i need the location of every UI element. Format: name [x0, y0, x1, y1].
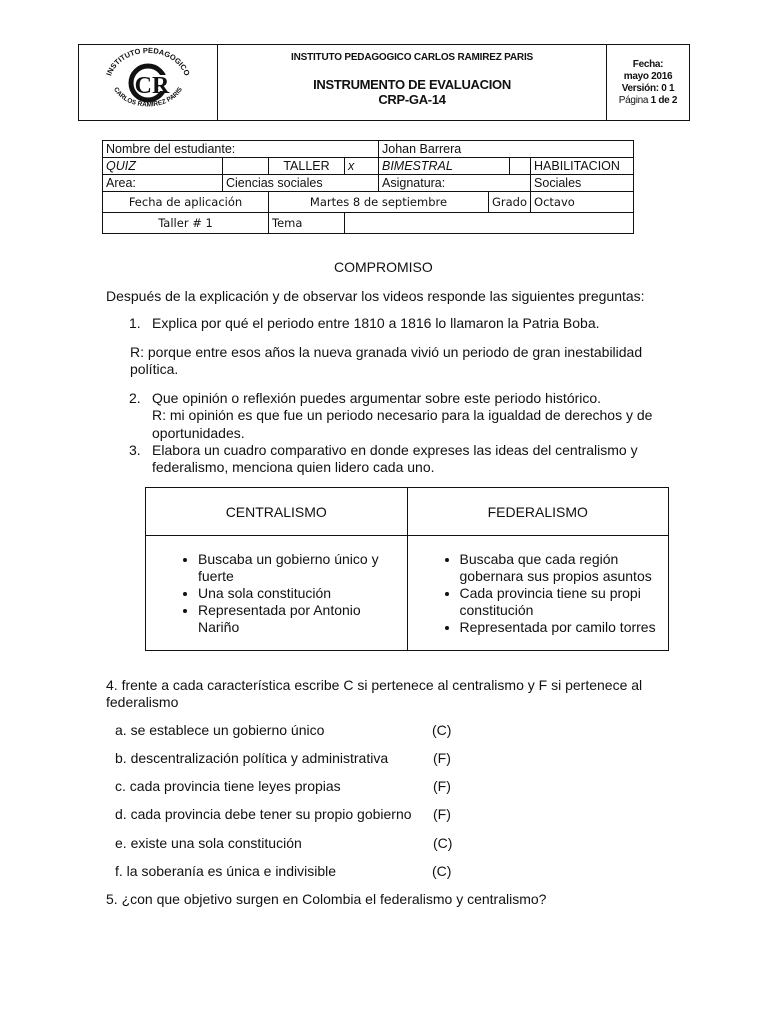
q4-item-text: d. cada provincia debe tener su propio gobierno [115, 806, 412, 822]
taller-mark: x [345, 158, 379, 175]
q3-line1: Elabora un cuadro comparativo en donde expreses las ideas del centralismo y [152, 442, 638, 458]
pagina-value: 1 de 2 [650, 94, 678, 106]
q4-item-answer: (C) [432, 863, 452, 879]
q4-item-text: a. se establece un gobierno único [115, 722, 325, 738]
centralismo-cell [146, 536, 408, 651]
a1-line1: R: porque entre esos años la nueva granada vivió un periodo de gran inestabilidad [130, 344, 643, 360]
quiz-mark [223, 158, 269, 175]
area-label: Area: [103, 175, 223, 192]
federalismo-cell [407, 536, 669, 651]
list-item: • Representada por camilo torres [460, 619, 668, 636]
habilitacion-label: HABILITACION [531, 158, 634, 175]
area-value: Ciencias sociales [223, 175, 379, 192]
document-code: CRP-GA-14 [378, 92, 446, 107]
bimestral-label: BIMESTRAL [379, 158, 510, 175]
q4-item-answer: (F) [433, 750, 451, 766]
q4-item-text: e. existe una sola constitución [115, 835, 302, 851]
pagina-label: Página [618, 94, 649, 106]
q1-text: Explica por qué el periodo entre 1810 a 1816 lo llamaron la Patria Boba. [152, 315, 600, 331]
tema-value [345, 213, 634, 234]
q4-item-answer: (F) [433, 806, 451, 822]
student-info-table [102, 140, 634, 234]
q4-intro-line2: federalismo [106, 694, 179, 710]
list-item: • Representada por Antonio Nariño [198, 602, 406, 636]
taller-number: Taller # 1 [103, 213, 269, 234]
institution-name: INSTITUTO PEDAGOGICO CARLOS RAMIREZ PARIS [291, 52, 533, 63]
logo-cell [79, 45, 218, 121]
q4-intro-line1: 4. frente a cada característica escribe C si pertenece al centralismo y F si pertenece al [106, 677, 643, 693]
section-heading: COMPROMISO [334, 259, 433, 275]
version: Versión: 0 1 [621, 82, 675, 94]
document-title: INSTRUMENTO DE EVALUACION [313, 77, 511, 92]
logo-text-top: INSTITUTO PEDAGOGICO [104, 45, 192, 78]
centralismo-list [147, 551, 406, 636]
federalismo-list [409, 551, 668, 636]
taller-label: TALLER [269, 158, 345, 175]
centralismo-header: CENTRALISMO [146, 488, 408, 536]
q4-item-text: f. la soberanía es única e indivisible [115, 863, 337, 879]
q4-item-answer: (C) [432, 722, 452, 738]
q3-number: 3. [129, 442, 141, 458]
tema-label: Tema [269, 213, 345, 234]
a1-line2: política. [130, 361, 179, 377]
q4-item-answer: (F) [433, 778, 451, 794]
list-item: • Cada provincia tiene su propi constitución [460, 585, 668, 619]
fecha-aplicacion-label: Fecha de aplicación [103, 192, 269, 213]
list-item: • Buscaba un gobierno único y fuerte [198, 551, 406, 585]
asignatura-label: Asignatura: [379, 175, 531, 192]
list-item: • Una sola constitución [198, 585, 406, 602]
list-item: • Buscaba que cada región gobernara sus propios asuntos [460, 551, 668, 585]
federalismo-header: FEDERALISMO [407, 488, 669, 536]
header-title-cell [218, 45, 607, 121]
comparison-table [145, 487, 669, 651]
nombre-label: Nombre del estudiante: [103, 141, 379, 158]
q4-item-text: b. descentralización política y administrativa [115, 750, 389, 766]
q2-number: 2. [129, 390, 141, 406]
nombre-value: Johan Barrera [379, 141, 634, 158]
logo-letters: CR [134, 73, 170, 99]
a2-line2: oportunidades. [152, 425, 245, 441]
q1-number: 1. [129, 315, 141, 331]
grado-value: Octavo [531, 192, 634, 213]
document-header [78, 44, 690, 121]
fecha-label: Fecha: [632, 58, 664, 70]
q4-item-answer: (C) [433, 835, 453, 851]
q4-item-text: c. cada provincia tiene leyes propias [115, 778, 341, 794]
a2-line1: R: mi opinión es que fue un periodo necesario para la igualdad de derechos y de [152, 407, 653, 423]
grado-label: Grado [489, 192, 531, 213]
q5-text: 5. ¿con que objetivo surgen en Colombia el federalismo y centralismo? [106, 891, 547, 907]
fecha-aplicacion-value: Martes 8 de septiembre [269, 192, 489, 213]
intro-text: Después de la explicación y de observar los videos responde las siguientes preguntas: [106, 288, 645, 304]
fecha-value: mayo 2016 [623, 70, 673, 82]
header-meta-cell [607, 45, 690, 121]
bimestral-mark [510, 158, 531, 175]
school-seal-logo [88, 45, 208, 115]
quiz-label: QUIZ [103, 158, 223, 175]
q2-text: Que opinión o reflexión puedes argumentar sobre este periodo histórico. [152, 390, 602, 406]
q3-line2: federalismo, menciona quien lidero cada uno. [152, 459, 435, 475]
logo-text-bottom: CARLOS RAMIREZ PARIS [112, 86, 184, 109]
asignatura-value: Sociales [531, 175, 634, 192]
